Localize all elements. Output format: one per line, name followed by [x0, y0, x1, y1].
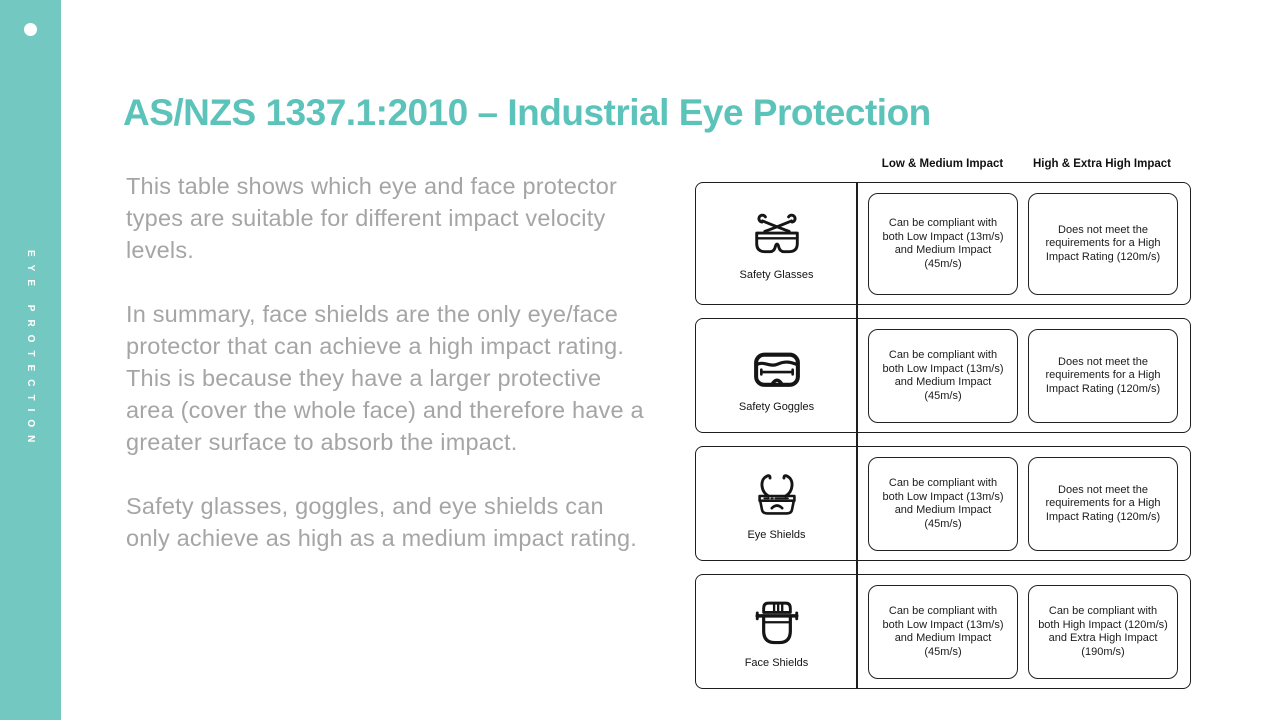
table-rows	[695, 182, 1191, 689]
rating-cells	[857, 183, 1190, 304]
table-column-headers	[695, 158, 1191, 182]
high-extra-impact-cell: Does not meet the requirements for a High Impact Rating (120m/s)	[1028, 329, 1178, 423]
icon-cell	[696, 183, 857, 304]
row-label: Safety Goggles	[738, 400, 815, 413]
table-row-safety-goggles	[695, 318, 1191, 433]
sidebar-vertical-label: EYE PROTECTION	[25, 250, 36, 451]
safety-glasses-icon	[746, 207, 808, 265]
page-title: AS/NZS 1337.1:2010 – Industrial Eye Protection	[123, 92, 931, 133]
low-medium-impact-cell: Can be compliant with both Low Impact (13m/s) and Medium Impact (45m/s)	[868, 329, 1018, 423]
row-label: Face Shields	[744, 656, 809, 669]
high-extra-impact-cell: Can be compliant with both High Impact (120m/s) and Extra High Impact (190m/s)	[1028, 585, 1178, 679]
paragraph-1: This table shows which eye and face protector types are suitable for different impact velocity levels.	[126, 173, 618, 263]
paragraph-3: Safety glasses, goggles, and eye shields can only achieve as high as a medium impact rating.	[126, 493, 637, 551]
low-medium-impact-cell: Can be compliant with both Low Impact (13m/s) and Medium Impact (45m/s)	[868, 193, 1018, 295]
icon-cell	[696, 575, 857, 688]
rating-cells	[857, 319, 1190, 432]
column-header-low-medium: Low & Medium Impact	[881, 158, 1004, 170]
sidebar	[0, 0, 61, 720]
row-label: Safety Glasses	[739, 268, 814, 281]
low-medium-impact-cell: Can be compliant with both Low Impact (13m/s) and Medium Impact (45m/s)	[868, 585, 1018, 679]
paragraph-2: In summary, face shields are the only eye/face protector that can achieve a high impact rating. This is because they have a larger protective area (cover the whole face) and therefore have a greater surface to absorb the impact.	[126, 301, 644, 455]
face-shields-icon	[746, 595, 808, 653]
low-medium-impact-cell: Can be compliant with both Low Impact (13m/s) and Medium Impact (45m/s)	[868, 457, 1018, 551]
intro-text	[126, 170, 648, 586]
eye-shields-icon	[746, 467, 808, 525]
column-header-high-extra: High & Extra High Impact	[1032, 158, 1172, 170]
high-extra-impact-cell: Does not meet the requirements for a High Impact Rating (120m/s)	[1028, 193, 1178, 295]
row-label: Eye Shields	[747, 528, 806, 541]
table-row-eye-shields	[695, 446, 1191, 561]
protector-comparison-table	[695, 158, 1191, 689]
table-row-safety-glasses	[695, 182, 1191, 305]
table-divider-line	[856, 182, 858, 689]
icon-cell	[696, 447, 857, 560]
table-row-face-shields	[695, 574, 1191, 689]
rating-cells	[857, 447, 1190, 560]
high-extra-impact-cell: Does not meet the requirements for a High Impact Rating (120m/s)	[1028, 457, 1178, 551]
rating-cells	[857, 575, 1190, 688]
bullet-dot	[24, 23, 37, 36]
icon-cell	[696, 319, 857, 432]
safety-goggles-icon	[746, 339, 808, 397]
